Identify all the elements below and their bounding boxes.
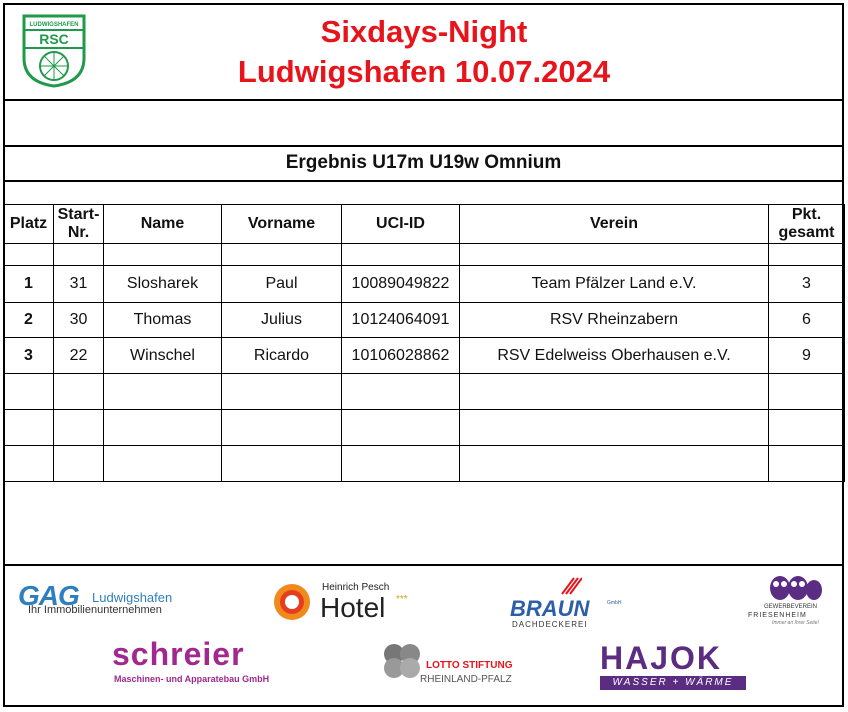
divider xyxy=(3,99,844,101)
cell-vorname: Julius xyxy=(222,303,342,338)
section-title: Ergebnis U17m U19w Omnium xyxy=(285,152,562,173)
table-row xyxy=(4,338,845,374)
header-verein: Verein xyxy=(460,205,769,244)
sponsor-lotto-logo: LOTTO STIFTUNG RHEINLAND-PFALZ xyxy=(380,640,520,690)
hotel-sun-icon xyxy=(272,582,312,622)
sponsor-gag-logo: GAG Ludwigshafen Ihr Immobilienunternehmen xyxy=(18,580,173,616)
header-uci-id: UCI-ID xyxy=(342,205,460,244)
cell-vorname: Ricardo xyxy=(222,338,342,374)
cell-name: Thomas xyxy=(104,303,222,338)
cell-verein: RSV Edelweiss Oberhausen e.V. xyxy=(460,338,769,374)
table-row xyxy=(4,303,845,338)
sponsor-hotel-logo: Heinrich Pesch Hotel *** xyxy=(272,580,422,626)
table-row xyxy=(4,266,845,303)
cell-punkte: 6 xyxy=(769,303,845,338)
cell-verein: RSV Rheinzabern xyxy=(460,303,769,338)
cell-verein: Team Pfälzer Land e.V. xyxy=(460,266,769,303)
cell-start-nr: 22 xyxy=(54,338,104,374)
cell-punkte: 3 xyxy=(769,266,845,303)
clover-icon xyxy=(380,640,424,684)
cell-uci-id: 10089049822 xyxy=(342,266,460,303)
rsc-logo xyxy=(20,12,88,88)
table-row xyxy=(4,446,845,482)
cell-vorname: Paul xyxy=(222,266,342,303)
title-line-1: Sixdays-Night xyxy=(320,14,528,49)
rsc-logo-top-text: LUDWIGSHAFEN xyxy=(29,22,79,28)
cell-platz: 2 xyxy=(4,303,54,338)
header-start-nr: Start- Nr. xyxy=(54,205,104,244)
braun-roof-icon xyxy=(558,574,582,596)
header-punkte: Pkt. gesamt xyxy=(769,205,845,244)
table-header-row xyxy=(4,205,845,244)
header-platz: Platz xyxy=(4,205,54,244)
table-row xyxy=(4,410,845,446)
sponsor-hajok-logo: HAJOK WASSER + WÄRME xyxy=(600,644,746,692)
header-name: Name xyxy=(104,205,222,244)
table-row xyxy=(4,374,845,410)
sponsor-schreier-logo: schreier Maschinen- und Apparatebau GmbH xyxy=(112,636,270,684)
spacer-row xyxy=(4,244,845,266)
cell-uci-id: 10106028862 xyxy=(342,338,460,374)
cell-name: Winschel xyxy=(104,338,222,374)
owls-icon xyxy=(766,572,826,602)
cell-start-nr: 30 xyxy=(54,303,104,338)
sponsor-braun-logo: BRAUN GmbH DACHDECKEREI xyxy=(510,574,620,630)
divider xyxy=(3,564,844,566)
cell-platz: 3 xyxy=(4,338,54,374)
cell-name: Slosharek xyxy=(104,266,222,303)
cell-start-nr: 31 xyxy=(54,266,104,303)
divider xyxy=(3,180,844,182)
cell-platz: 1 xyxy=(4,266,54,303)
cell-punkte: 9 xyxy=(769,338,845,374)
title-line-2: Ludwigshafen 10.07.2024 xyxy=(237,54,611,89)
cell-uci-id: 10124064091 xyxy=(342,303,460,338)
results-table xyxy=(3,204,845,482)
header-vorname: Vorname xyxy=(222,205,342,244)
rsc-logo-text: RSC xyxy=(39,31,69,47)
sponsor-gewerbeverein-logo: GEWERBEVEREIN FRIESENHEIM Immer an Ihrer Seite! xyxy=(728,572,828,628)
